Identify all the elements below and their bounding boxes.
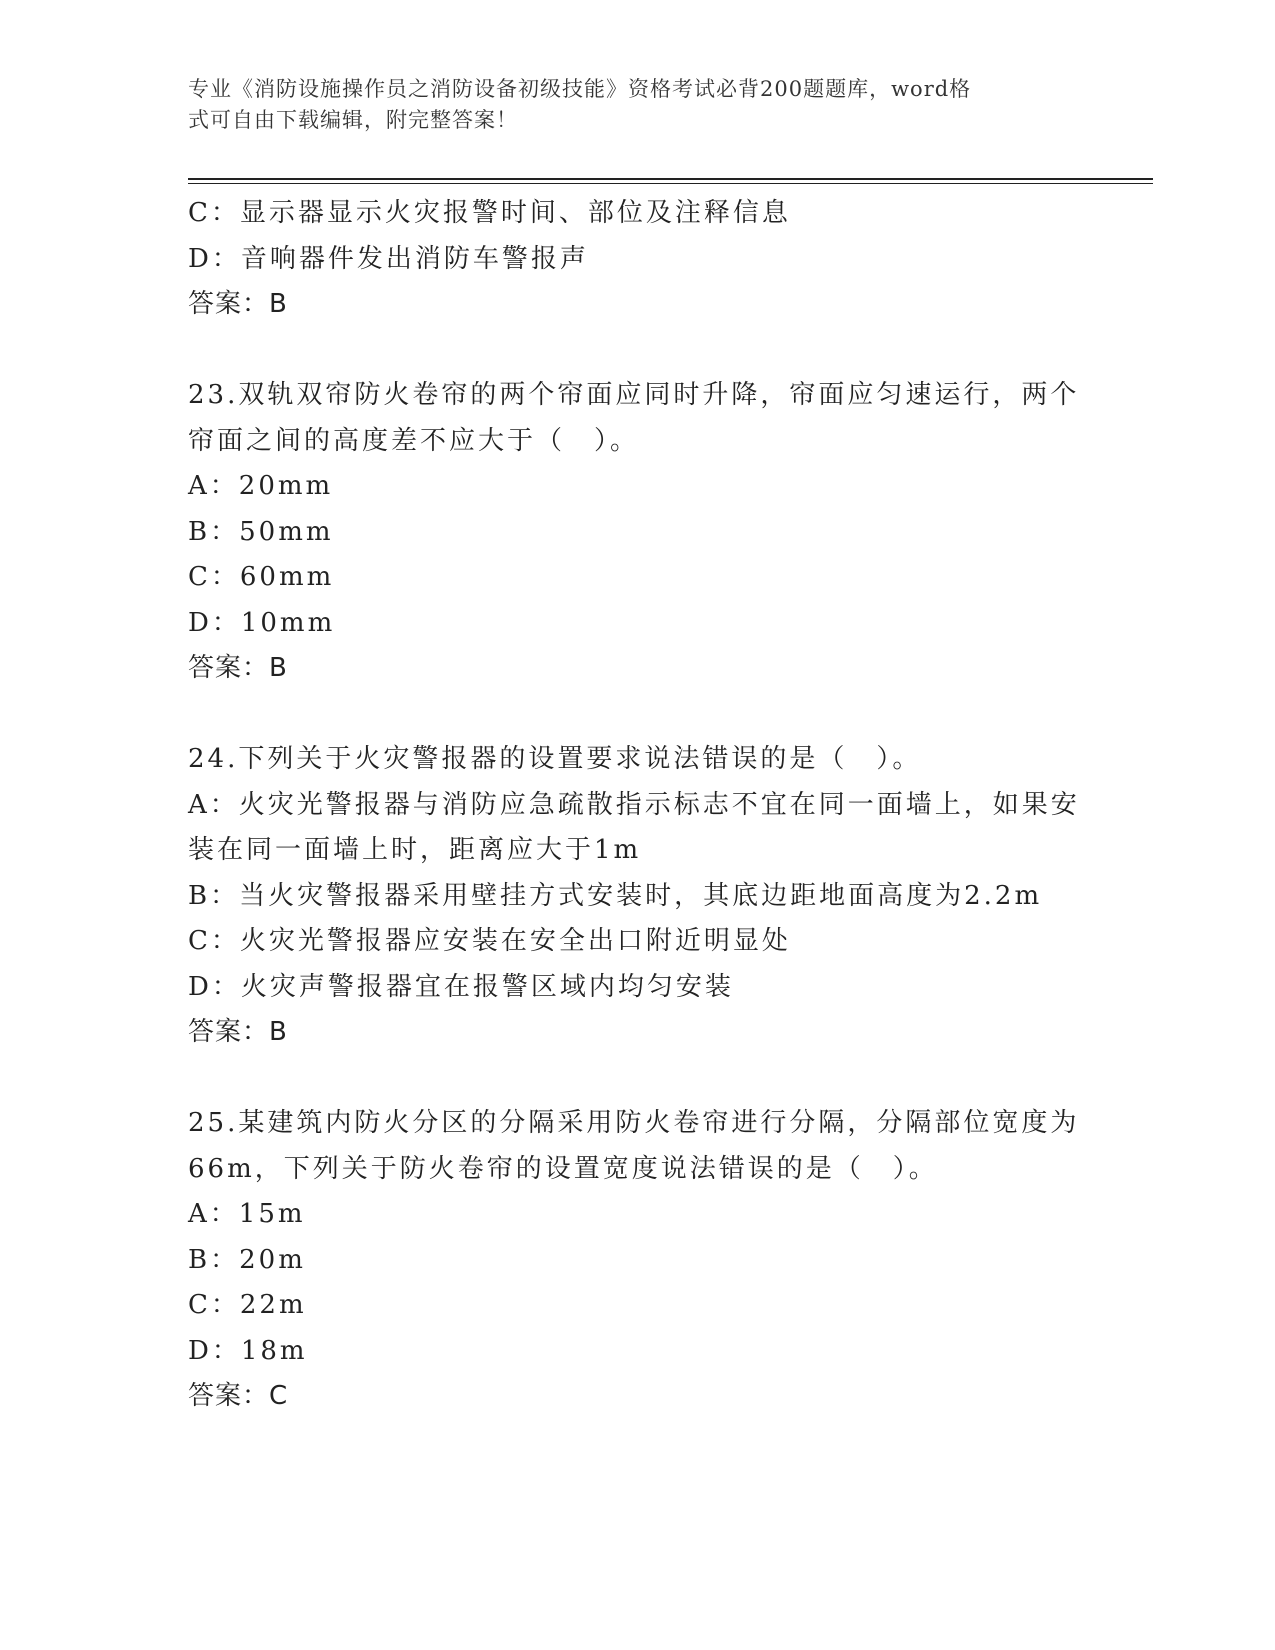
header-divider-thick — [188, 178, 1153, 180]
option-b: B：当火灾警报器采用壁挂方式安装时，其底边距地面高度为2.2m — [188, 880, 1043, 911]
option-c: C：显示器显示火灾报警时间、部位及注释信息 — [188, 198, 791, 228]
question-23 — [188, 373, 1088, 692]
answer: 答案：C — [188, 1381, 289, 1411]
question-stem: 23.双轨双帘防火卷帘的两个帘面应同时升降，帘面应匀速运行，两个帘面之间的高度差不应大于（ ）。 — [188, 380, 1080, 456]
option-a: A：20mm — [188, 471, 334, 501]
question-25 — [188, 1101, 1088, 1420]
option-d: D：10mm — [188, 607, 336, 638]
answer: 答案：B — [188, 1017, 288, 1047]
header-divider-thin — [188, 183, 1153, 184]
question-list — [188, 191, 1088, 1420]
question-24 — [188, 737, 1088, 1056]
option-d: D：火灾声警报器宜在报警区域内均匀安装 — [188, 971, 734, 1002]
option-b: B：50mm — [188, 516, 334, 547]
spacer — [188, 692, 1088, 738]
option-a: A：火灾光警报器与消防应急疏散指示标志不宜在同一面墙上，如果安装在同一面墙上时，距离应大于1m — [188, 789, 1080, 865]
header-line-2: 式可自由下载编辑，附完整答案！ — [188, 108, 518, 132]
document-header — [188, 74, 1068, 136]
option-b: B：20m — [188, 1244, 306, 1275]
answer: 答案：B — [188, 653, 288, 683]
spacer — [188, 328, 1088, 374]
option-d: D：音响器件发出消防车警报声 — [188, 243, 589, 274]
option-c: C：22m — [188, 1290, 307, 1320]
question-stem: 25.某建筑内防火分区的分隔采用防火卷帘进行分隔，分隔部位宽度为66m，下列关于防火卷帘的设置宽度说法错误的是（ ）。 — [188, 1108, 1080, 1184]
answer: 答案：B — [188, 289, 288, 319]
option-c: C：火灾光警报器应安装在安全出口附近明显处 — [188, 926, 791, 956]
question-stem: 24.下列关于火灾警报器的设置要求说法错误的是（ ）。 — [188, 744, 922, 774]
option-a: A：15m — [188, 1199, 306, 1229]
option-d: D：18m — [188, 1335, 308, 1366]
header-line-1: 专业《消防设施操作员之消防设备初级技能》资格考试必背200题题库，word格 — [188, 77, 972, 101]
spacer — [188, 1056, 1088, 1102]
option-c: C：60mm — [188, 562, 335, 592]
question-22-tail — [188, 191, 1088, 328]
